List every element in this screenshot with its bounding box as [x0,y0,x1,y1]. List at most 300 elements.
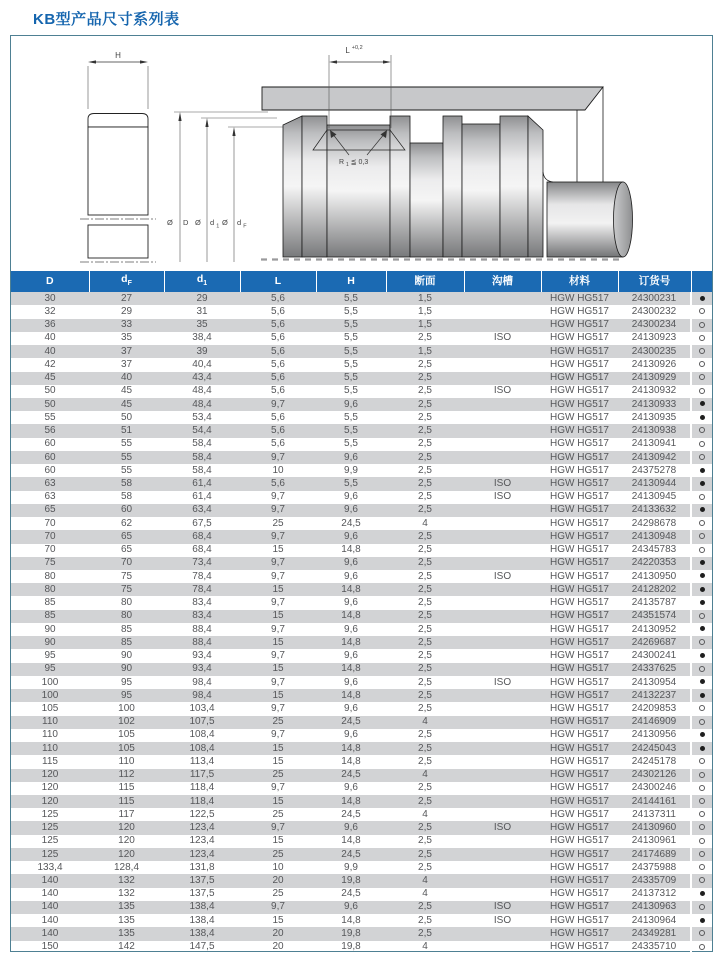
table-cell: 58 [120,491,133,503]
table-row [11,663,712,676]
table-cell: HGW HG517 [550,610,609,622]
table-cell: 5,6 [271,385,285,397]
table-cell: HGW HG517 [550,385,609,397]
table-cell: 140 [41,927,59,939]
table-cell: 9,6 [344,676,358,688]
table-cell: 68,4 [192,530,212,542]
open-dot-icon [699,798,705,804]
table-cell: ISO [493,385,512,397]
table-cell: 24130932 [631,385,677,397]
table-cell [464,663,541,676]
open-dot-icon [699,494,705,500]
table-cell: HGW HG517 [550,927,609,939]
table-cell: 58,4 [192,451,212,463]
table-cell: 24,5 [341,769,361,781]
availability-cell [691,530,712,543]
availability-cell [691,623,712,636]
table-cell: HGW HG517 [550,848,609,860]
table-cell: 88,4 [192,623,212,635]
table-row [11,345,712,358]
table-cell: 24245178 [631,755,677,767]
table-cell: 2,5 [418,623,432,635]
content-box [10,35,713,952]
table-cell: 24335709 [631,875,677,887]
table-cell: 73,4 [192,557,212,569]
table-cell: 24335710 [631,941,677,953]
table-cell: 38,4 [192,332,212,344]
table-cell: 142 [118,941,135,953]
dim-label-l-tol: +0,2 [351,45,363,51]
table-cell: 24174689 [631,848,677,860]
table-cell: 5,6 [271,319,285,331]
table-cell: 24302126 [631,769,677,781]
table-cell: 25 [272,769,284,781]
filled-dot-icon [700,468,705,473]
table-row [11,914,712,927]
table-cell: 14,8 [341,755,361,767]
availability-cell [691,557,712,570]
table-row [11,319,712,332]
filled-dot-icon [700,573,705,578]
table-cell: 128,4 [113,861,140,873]
dim-label-d1: d [210,218,215,227]
table-cell [464,517,541,530]
table-cell: 70 [44,530,56,542]
open-dot-icon [699,785,705,791]
table-cell: 2,5 [418,689,432,701]
table-row [11,530,712,543]
table-cell: 105 [118,729,135,741]
phi-symbol: Ø [195,218,201,227]
table-cell: 24209853 [631,702,677,714]
table-cell: 62 [120,517,133,529]
table-cell: 51 [120,425,133,437]
table-cell: 85 [120,636,133,648]
open-dot-icon [699,851,705,857]
open-dot-icon [699,388,705,394]
table-cell: 24135787 [631,597,677,609]
column-header: D [11,271,89,292]
availability-cell [691,610,712,623]
table-cell: HGW HG517 [550,888,609,900]
table-cell: HGW HG517 [550,597,609,609]
table-cell: 9,6 [344,597,358,609]
table-row [11,438,712,451]
table-cell: 5,5 [344,319,358,331]
table-cell: 15 [272,835,284,847]
open-dot-icon [699,772,705,778]
table-cell: 2,5 [418,848,432,860]
table-cell: 117,5 [189,769,215,781]
table-cell: 2,5 [418,742,432,754]
table-row [11,901,712,914]
table-cell: 35 [196,319,208,331]
open-dot-icon [699,824,705,830]
table-cell: 54,4 [192,425,212,437]
table-cell: 5,6 [271,425,285,437]
table-cell: 2,5 [418,663,432,675]
table-cell: HGW HG517 [550,663,609,675]
table-cell: 25 [272,848,284,860]
table-row [11,676,712,689]
table-cell: 4 [422,716,428,728]
diameter-dimensions [167,112,288,262]
column-header: $d_1$ [164,271,240,292]
table-cell: 48,4 [192,398,212,410]
table-cell: 1,5 [418,345,432,357]
open-dot-icon [699,930,705,936]
table-row [11,874,712,887]
table-cell: 2,5 [418,597,432,609]
table-cell: 135 [118,927,135,939]
availability-cell [691,941,712,954]
table-cell: 48,4 [192,385,212,397]
table-row [11,729,712,742]
table-row [11,398,712,411]
table-row [11,385,712,398]
table-cell: 63 [44,491,56,503]
table-cell: 24130929 [631,372,677,384]
dim-label-df-sub: F [243,223,247,230]
table-row [11,636,712,649]
table-cell: 125 [41,808,59,820]
table-cell: HGW HG517 [550,716,609,728]
technical-drawing [11,36,712,271]
table-cell: 140 [41,901,59,913]
table-cell [464,835,541,848]
table-cell: 24137312 [631,888,677,900]
table-cell: 115 [42,755,58,767]
table-cell: 24130954 [631,676,677,688]
table-row [11,821,712,834]
table-cell: 140 [41,914,59,926]
table-cell: 93,4 [192,650,212,662]
table-cell: 24130956 [631,729,677,741]
table-cell: 2,5 [418,425,432,437]
table-cell [464,782,541,795]
availability-cell [691,782,712,795]
table-cell: 24130961 [631,835,677,847]
table-cell: 125 [41,822,59,834]
table-cell: 25 [272,716,284,728]
table-cell [464,848,541,861]
filled-dot-icon [700,732,705,737]
table-cell [464,464,541,477]
table-cell: 70 [44,517,56,529]
table-cell: 70 [120,557,133,569]
table-cell [464,941,541,954]
seal-groove [327,125,390,257]
table-cell: 45 [120,385,133,397]
open-dot-icon [699,348,705,354]
table-cell: 98,4 [192,676,212,688]
table-cell: 110 [42,729,58,741]
table-cell: ISO [493,822,512,834]
table-cell: 118,4 [189,795,215,807]
availability-cell [691,742,712,755]
column-header: H [316,271,386,292]
table-cell: 60 [120,504,133,516]
open-dot-icon [699,719,705,725]
dim-label-d1-sub: 1 [216,223,220,230]
table-cell: 4 [422,517,428,529]
table-cell: 4 [422,875,428,887]
table-cell: 9,7 [271,504,285,516]
table-body [11,292,712,954]
filled-dot-icon [700,600,705,605]
availability-cell [691,914,712,927]
table-cell: HGW HG517 [550,808,609,820]
table-cell: 120 [41,782,59,794]
r1-value: ≦ 0,3 [350,159,369,166]
table-cell: 50 [120,411,133,423]
table-cell: 105 [41,702,59,714]
table-cell [464,424,541,437]
open-dot-icon [699,944,705,950]
availability-cell [691,345,712,358]
table-cell: 14,8 [341,544,361,556]
availability-cell [691,517,712,530]
open-dot-icon [699,838,705,844]
table-cell: HGW HG517 [550,372,609,384]
table-cell: 120 [118,822,135,834]
table-cell: 61,4 [192,477,212,489]
table-cell: 9,6 [344,504,358,516]
table-cell: HGW HG517 [550,398,609,410]
table-cell: 88,4 [192,636,212,648]
table-cell [464,358,541,371]
table-cell: 45 [44,372,56,384]
table-cell: 20 [272,927,284,939]
table-cell: 9,7 [271,901,285,913]
table-cell [464,345,541,358]
table-cell: 29 [196,292,208,304]
table-cell: 9,7 [271,822,285,834]
table-cell: 9,6 [344,557,358,569]
table-cell: 2,5 [418,557,432,569]
table-row [11,557,712,570]
table-row [11,464,712,477]
table-cell: 19,8 [341,927,361,939]
table-row [11,689,712,702]
table-cell: 58,4 [192,438,212,450]
availability-cell [691,927,712,940]
table-cell: 58 [120,477,133,489]
availability-cell [691,491,712,504]
table-cell [464,769,541,782]
table-cell: 65 [120,530,133,542]
table-row [11,755,712,768]
table-cell: 5,5 [344,292,358,304]
table-cell: 24133632 [631,504,677,516]
open-dot-icon [699,427,705,433]
table-cell: 98,4 [192,689,212,701]
table-cell: 24300241 [631,650,677,662]
table-cell: 37 [120,358,133,370]
table-cell: 108,4 [189,729,215,741]
table-cell: HGW HG517 [550,729,609,741]
dim-label-df: d [237,218,242,227]
table-cell: 102 [118,716,135,728]
table-cell: 2,5 [418,795,432,807]
table-cell: 40 [120,372,133,384]
table-cell: 9,6 [344,570,358,582]
table-cell: 60 [44,438,56,450]
table-cell: ISO [493,491,512,503]
open-dot-icon [699,454,705,460]
availability-cell [691,305,712,318]
table-cell: 100 [118,702,135,714]
table-cell: 9,7 [271,729,285,741]
table-cell: 60 [44,451,56,463]
table-cell [464,305,541,318]
availability-cell [691,676,712,689]
table-cell: 9,6 [344,530,358,542]
open-dot-icon [699,533,705,539]
table-cell: 43,4 [192,372,212,384]
table-cell: 107,5 [189,716,215,728]
open-dot-icon [699,639,705,645]
open-dot-icon [699,374,705,380]
table-cell: 9,6 [344,398,358,410]
table-cell: 83,4 [192,597,212,609]
table-cell: 24351574 [631,610,677,622]
table-cell [464,702,541,715]
table-cell: 24130941 [631,438,677,450]
table-cell: 53,4 [192,411,212,423]
table-cell: 36 [44,319,56,331]
table-row [11,411,712,424]
table-cell: 15 [272,914,284,926]
table-cell: 123,4 [189,822,215,834]
table-cell: 63 [44,477,56,489]
table-cell: HGW HG517 [550,425,609,437]
r1-label: R [339,159,345,166]
availability-cell [691,795,712,808]
table-cell [464,795,541,808]
open-dot-icon [699,904,705,910]
table-cell: 80 [120,610,133,622]
dim-label-h: H [115,51,121,60]
table-row [11,941,712,954]
table-cell: 2,5 [418,411,432,423]
filled-dot-icon [700,507,705,512]
table-cell: 9,7 [271,650,285,662]
table-row [11,517,712,530]
availability-cell [691,464,712,477]
open-dot-icon [699,613,705,619]
table-cell: 78,4 [192,583,212,595]
table-cell: 24,5 [341,848,361,860]
table-cell: 29 [120,305,133,317]
table-cell: 75 [120,583,133,595]
table-cell: 4 [422,888,428,900]
table-cell: 105 [118,742,135,754]
table-cell: 115 [118,782,135,794]
table-cell: 9,6 [344,782,358,794]
table-cell: 2,5 [418,901,432,913]
table-cell: 15 [272,742,284,754]
table-cell: 95 [120,689,133,701]
filled-dot-icon [700,891,705,896]
table-cell: 19,8 [341,875,361,887]
table-cell: 32 [44,305,56,317]
table-cell: 24128202 [631,583,677,595]
table-cell: 24130926 [631,358,677,370]
table-cell: ISO [493,914,512,926]
table-cell: 24130945 [631,491,677,503]
table-cell: 24130938 [631,425,677,437]
table-cell: 85 [44,610,56,622]
table-cell: 138,4 [189,927,215,939]
availability-cell [691,583,712,596]
table-cell: 24345783 [631,544,677,556]
open-dot-icon [699,441,705,447]
table-row [11,649,712,662]
table-cell: 120 [41,769,59,781]
table-cell: 24,5 [341,808,361,820]
availability-cell [691,385,712,398]
table-cell: 2,5 [418,927,432,939]
table-cell: 5,5 [344,425,358,437]
table-cell [464,544,541,557]
filled-dot-icon [700,296,705,301]
table-cell: HGW HG517 [550,795,609,807]
table-cell: 24349281 [631,927,677,939]
table-row [11,927,712,940]
table-cell: 40,4 [192,358,212,370]
availability-cell [691,663,712,676]
table-row [11,702,712,715]
column-header: L [240,271,316,292]
table-cell: 40 [44,332,56,344]
table-cell: 15 [272,755,284,767]
table-cell: 39 [196,345,208,357]
table-cell: 133,4 [37,861,63,873]
table-cell: 30 [44,292,56,304]
filled-dot-icon [700,918,705,923]
table-cell: HGW HG517 [550,702,609,714]
table-cell: 120 [118,848,135,860]
table-cell: 24337625 [631,663,677,675]
filled-dot-icon [700,653,705,658]
table-row [11,358,712,371]
table-cell: 2,5 [418,464,432,476]
table-cell: 9,7 [271,623,285,635]
table-cell: HGW HG517 [550,358,609,370]
table-row [11,596,712,609]
availability-cell [691,504,712,517]
open-dot-icon [699,864,705,870]
table-cell: 14,8 [341,610,361,622]
table-cell: 40 [44,345,56,357]
table-cell: 75 [44,557,56,569]
table-cell: 45 [120,398,133,410]
availability-cell [691,332,712,345]
table-cell: 24,5 [341,716,361,728]
table-cell [464,438,541,451]
table-cell: 10 [272,464,284,476]
table-cell: 24130963 [631,901,677,913]
table-cell: 24130948 [631,530,677,542]
table-cell: 14,8 [341,835,361,847]
table-cell: 15 [272,583,284,595]
availability-cell [691,808,712,821]
table-cell [464,583,541,596]
table-cell: HGW HG517 [550,835,609,847]
table-cell: 5,6 [271,411,285,423]
availability-cell [691,372,712,385]
